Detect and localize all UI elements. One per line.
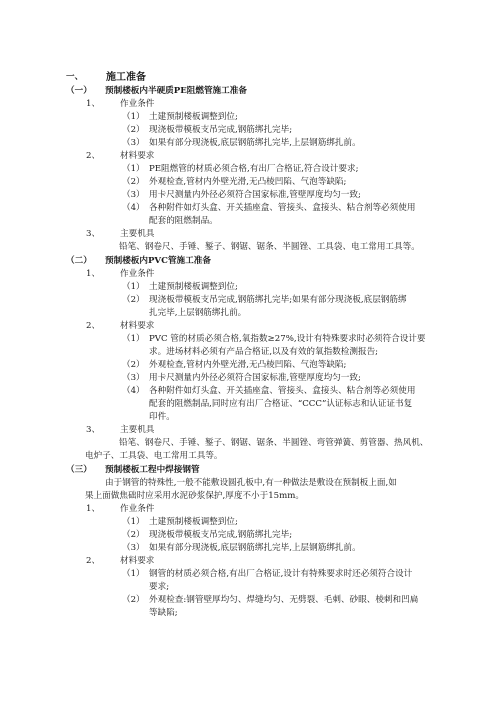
item-number: （1） <box>122 282 145 292</box>
item-text: 土建预制楼板调整到位; <box>149 282 238 292</box>
item-text-continued: 求。进场材料必须有产品合格证,以及有效的氧指数检测报告; <box>149 347 379 357</box>
item-text-continued: 印件。 <box>149 412 175 422</box>
item-text: PVC 管的材质必须合格,氧指数≥27%,设计有特殊要求时必须符合设计要 <box>149 334 426 344</box>
item-number: （2） <box>122 125 145 135</box>
item-text: 外观检查,管材内外壁光滑,无凸棱凹陷、气泡等缺陷; <box>149 177 347 187</box>
item-number: （1） <box>122 112 145 122</box>
item-text: 现浇板带模板支吊完成,钢筋绑扎完毕; <box>149 530 293 540</box>
clause-text: 铅笔、钢卷尺、手锤、錾子、钢锯、锯条、半圆锉、弯管弹簧、剪管器、热风机、 <box>119 438 429 448</box>
section-title: 预制楼板工程中焊接钢管 <box>105 465 200 475</box>
clause-number: 1、 <box>86 99 101 109</box>
item-number: （1） <box>122 517 145 527</box>
item-number: （1） <box>122 164 145 174</box>
item-text-continued: 配套的阻燃制品,同时应有出厂合格证、“CCC”认证标志和认证证书复 <box>149 399 413 409</box>
clause-title: 作业条件 <box>120 269 155 279</box>
clause-title: 作业条件 <box>120 99 155 109</box>
section-number: （一） <box>66 86 92 96</box>
item-text: 钢管的材质必须合格,有出厂合格证,设计有特殊要求时还必须符合设计 <box>149 569 413 579</box>
item-number: （2） <box>122 530 145 540</box>
item-text: 现浇板带模板支吊完成,钢筋绑扎完毕;如果有部分现浇板,底层钢筋绑 <box>149 295 407 305</box>
item-text: PE阻燃管的材质必须合格,有出厂合格证,符合设计要求; <box>149 164 359 174</box>
section-number: （三） <box>66 465 92 475</box>
clause-title: 材料要求 <box>120 556 155 566</box>
item-number: （4） <box>122 386 145 396</box>
item-text-continued: 配套的阻燃制品。 <box>149 216 218 226</box>
item-text-continued: 等缺陷; <box>149 608 178 618</box>
item-text-continued: 要求; <box>149 582 170 592</box>
item-text: 用卡尺测量内外径必须符合国家标准,管壁厚度均匀一致; <box>149 373 361 383</box>
item-number: （2） <box>122 360 145 370</box>
clause-title: 材料要求 <box>120 151 155 161</box>
item-text: 土建预制楼板调整到位; <box>149 112 238 122</box>
item-text: 土建预制楼板调整到位; <box>149 517 238 527</box>
item-text: 用卡尺测量内外径必须符合国家标准,管壁厚度均匀一致; <box>149 190 361 200</box>
item-text: 外观检查,管材内外壁光滑,无凸棱凹陷、气泡等缺陷; <box>149 360 347 370</box>
clause-title: 主要机具 <box>120 425 155 435</box>
item-number: （4） <box>122 203 145 213</box>
item-number: （3） <box>122 190 145 200</box>
item-text: 各种附件如灯头盒、开关插座盒、管接头、盒接头、粘合剂等必须使用 <box>149 386 416 396</box>
item-number: （3） <box>122 543 145 553</box>
clause-title: 材料要求 <box>120 321 155 331</box>
item-number: （2） <box>122 295 145 305</box>
clause-text-continued: 电炉子、工具袋、电工常用工具等。 <box>85 451 223 461</box>
clause-text: 铅笔、钢卷尺、手锤、錾子、钢锯、锯条、半圆锉、工具袋、电工常用工具等。 <box>119 242 420 252</box>
section-number: （二） <box>66 256 92 266</box>
section-intro: 由于钢管的特殊性,一般不能敷设圆孔板中,有一种做法是敷设在预制板上面,如 <box>105 478 397 488</box>
heading-title: 施工准备 <box>106 72 146 83</box>
clause-number: 2、 <box>86 556 101 566</box>
clause-number: 2、 <box>86 321 101 331</box>
item-number: （1） <box>122 569 145 579</box>
item-number: （3） <box>122 138 145 148</box>
item-number: （1） <box>122 334 145 344</box>
clause-title: 作业条件 <box>120 504 155 514</box>
clause-number: 2、 <box>86 151 101 161</box>
item-number: （2） <box>122 177 145 187</box>
item-text: 现浇板带模板支吊完成,钢筋绑扎完毕; <box>149 125 293 135</box>
item-text: 如果有部分现浇板,底层钢筋绑扎完毕,上层钢筋绑扎前。 <box>149 543 361 553</box>
clause-title: 主要机具 <box>120 229 155 239</box>
item-number: （3） <box>122 373 145 383</box>
clause-number: 1、 <box>86 269 101 279</box>
item-text: 各种附件如灯头盒、开关插座盒、管接头、盒接头、粘合剂等必须使用 <box>149 203 416 213</box>
clause-number: 1、 <box>86 504 101 514</box>
item-text: 如果有部分现浇板,底层钢筋绑扎完毕,上层钢筋绑扎前。 <box>149 138 361 148</box>
clause-number: 3、 <box>86 425 101 435</box>
section-title: 预制楼板内半硬质PE阻燃管施工准备 <box>105 86 247 96</box>
section-title: 预制楼板内PVC管施工准备 <box>105 256 211 266</box>
section-intro-continued: 果上面做焦础时应采用水泥砂浆保护,厚度不小于15mm。 <box>85 491 305 501</box>
heading-number: 一、 <box>66 72 84 82</box>
item-text: 外观检查:钢管壁厚均匀、焊缝均匀、无劈裂、毛刺、砂眼、棱刺和凹扁 <box>149 595 419 605</box>
clause-number: 3、 <box>86 229 101 239</box>
item-number: （2） <box>122 595 145 605</box>
item-text-continued: 扎完毕,上层钢筋绑扎前。 <box>149 308 247 318</box>
